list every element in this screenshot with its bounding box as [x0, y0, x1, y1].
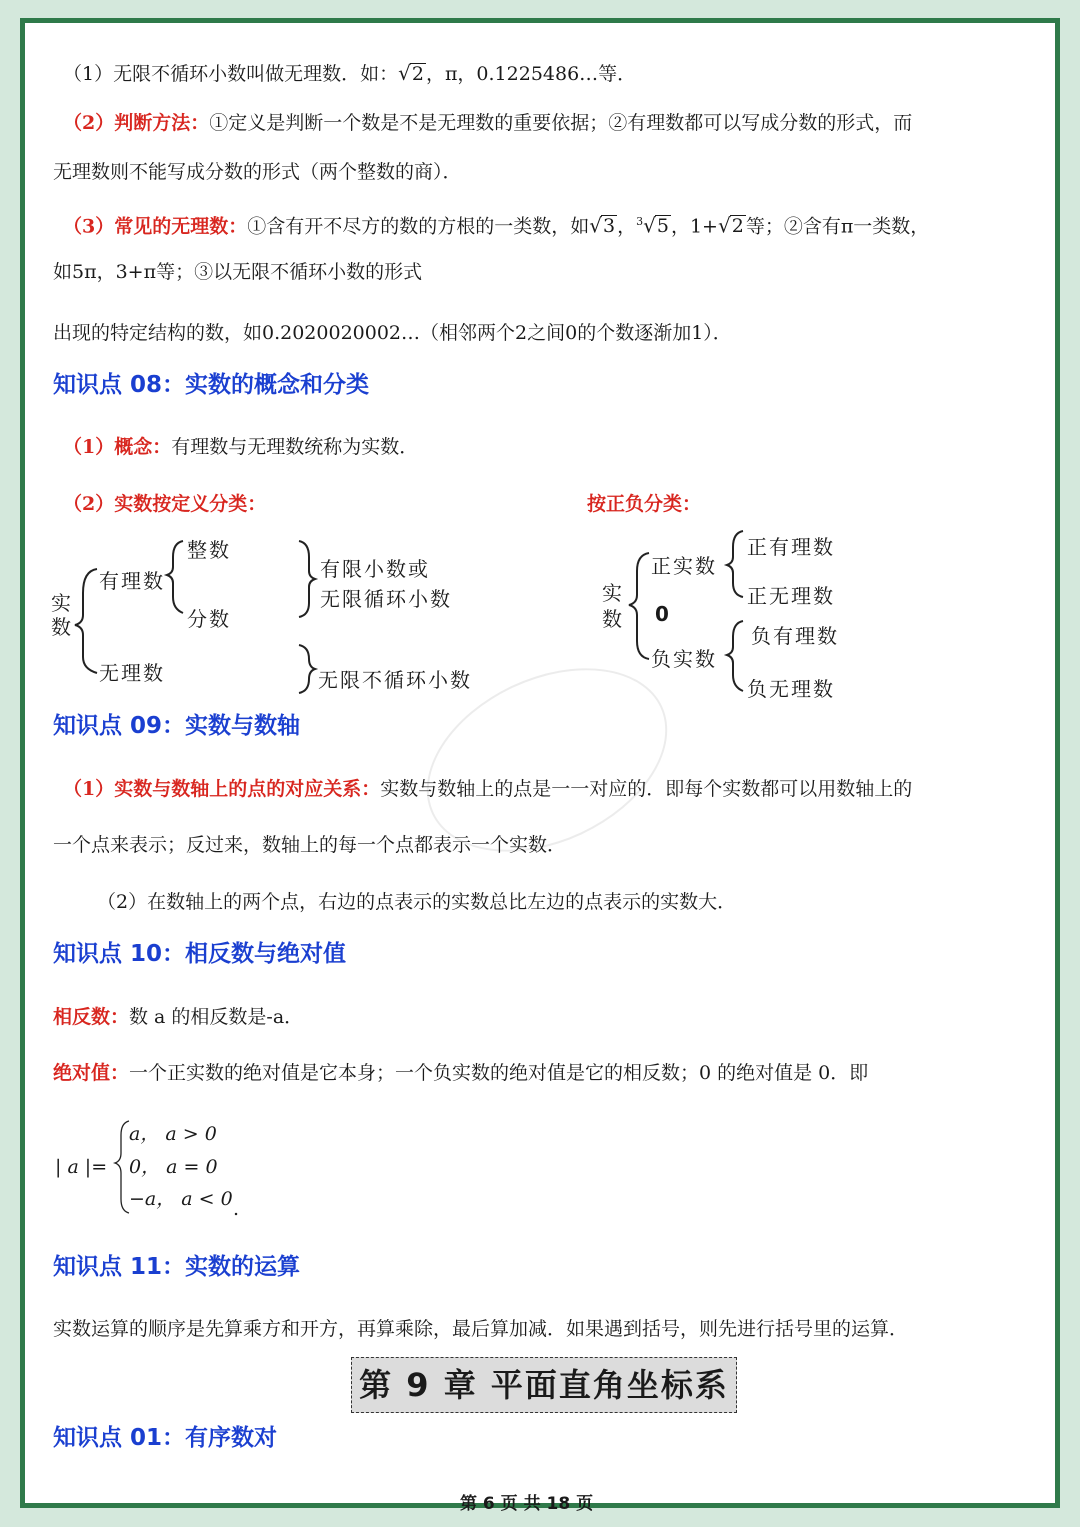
absolute-line [53, 1061, 868, 1085]
tree2-root: 实数 [602, 581, 624, 631]
common-irrational-text-b: 等；②含有π一类数， [745, 215, 930, 238]
tree2-negative: 负实数 [651, 647, 717, 671]
common-irrational-label: （3）常见的无理数： [63, 215, 248, 238]
tree2-zero: 0 [655, 602, 671, 626]
kp10-heading: 知识点 10：相反数与绝对值 [53, 941, 347, 967]
formula-period: . [233, 1198, 240, 1220]
chapter-title: 第 9 章 平面直角坐标系 [351, 1357, 737, 1413]
common-irrational-continued-2: 出现的特定结构的数，如0.2020020002…（相邻两个2之间0的个数逐渐加1）． [53, 322, 732, 344]
tree1-integer: 整数 [187, 538, 231, 562]
sqrt-3: 3 [603, 215, 616, 238]
tree1-fraction: 分数 [187, 607, 231, 631]
opposite-line [53, 1005, 303, 1029]
tree2-positive: 正实数 [651, 554, 717, 578]
kp08-heading: 知识点 08：实数的概念和分类 [53, 372, 370, 398]
abs-case-1: a， a > 0 [129, 1123, 217, 1145]
abs-case-2: 0， a = 0 [129, 1156, 218, 1178]
tree2-neg-irrational: 负无理数 [747, 677, 835, 701]
separator: ， [617, 215, 637, 238]
opposite-text: 数 a 的相反数是-a． [129, 1006, 304, 1028]
absolute-text: 一个正实数的绝对值是它本身；一个负实数的绝对值是它的相反数；0 的绝对值是 0．即 [129, 1062, 869, 1084]
judge-method-label: （2）判断方法： [63, 112, 210, 134]
kp09-heading: 知识点 09：实数与数轴 [53, 713, 301, 739]
page-footer: 第 6 页 共 18 页 [460, 1494, 594, 1514]
tree2-pos-rational: 正有理数 [747, 535, 835, 559]
document-page [20, 18, 1060, 1514]
sqrt-2: 2 [411, 63, 424, 85]
tree1-rational: 有理数 [99, 569, 165, 593]
operation-order-text: 实数运算的顺序是先算乘方和开方，再算乘除，最后算加减．如果遇到括号，则先进行括号里的运算． [53, 1318, 909, 1340]
correspondence-label: （1）实数与数轴上的点的对应关系： [63, 778, 381, 800]
definition-classification-label: （2）实数按定义分类： [63, 493, 267, 515]
separator: ，1+ [670, 215, 718, 238]
tree2-pos-irrational: 正无理数 [747, 584, 835, 608]
tree1-irrational-desc: 无限不循环小数 [318, 668, 472, 692]
definition-examples: ，π，0.1225486…等． [425, 63, 637, 85]
definition-text: （1）无限不循环小数叫做无理数．如： [63, 63, 399, 85]
judge-method-text: ①定义是判断一个数是不是无理数的重要依据；②有理数都可以写成分数的形式，而 [209, 112, 913, 134]
cube-root-5: 5 [656, 215, 669, 238]
tree1-rational-desc-1: 有限小数或 [320, 557, 430, 581]
common-irrational-text: ①含有开不尽方的数的方根的一类数，如 [247, 215, 590, 238]
correspondence-line [63, 777, 912, 801]
abs-lhs: | a |= [55, 1156, 108, 1178]
concept-text: 有理数与无理数统称为实数． [171, 436, 419, 458]
number-line-order: （2）在数轴上的两个点，右边的点表示的实数总比左边的点表示的实数大． [97, 891, 737, 913]
sign-classification-label: 按正负分类： [587, 493, 702, 515]
kp11-heading: 知识点 11：实数的运算 [53, 1254, 301, 1280]
cases-brace [25, 23, 26, 24]
concept-label: （1）概念： [63, 436, 172, 458]
concept-line [63, 435, 418, 459]
correspondence-text: 实数与数轴上的点是一一对应的．即每个实数都可以用数轴上的 [380, 778, 913, 800]
tree2-neg-rational: 负有理数 [751, 624, 839, 648]
common-irrational-continued: 如5π，3+π等；③以无限不循环小数的形式 [53, 261, 423, 283]
judge-method-continued: 无理数则不能写成分数的形式（两个整数的商）． [53, 161, 462, 183]
tree1-root: 实数 [51, 591, 73, 639]
judge-method-line [63, 111, 912, 135]
tree1-irrational: 无理数 [99, 661, 165, 685]
abs-case-3: −a， a < 0 [129, 1188, 233, 1210]
opposite-label: 相反数： [53, 1006, 130, 1028]
kp01-heading: 知识点 01：有序数对 [53, 1425, 278, 1451]
sqrt-2-b: 2 [731, 215, 744, 238]
absolute-label: 绝对值： [53, 1062, 130, 1084]
irrational-definition: （1）无限不循环小数叫做无理数．如：√2 ，π，0.1225486…等． [63, 61, 637, 85]
cube-root-index: 3 [636, 215, 644, 228]
correspondence-continued: 一个点来表示；反过来，数轴上的每一个点都表示一个实数． [53, 834, 567, 856]
tree1-rational-desc-2: 无限循环小数 [320, 587, 452, 611]
common-irrational-line: （3）常见的无理数：①含有开不尽方的数的方根的一类数，如√3 ，$^3$√5 ，1+√2 等；②含有π一类数， [63, 213, 930, 238]
